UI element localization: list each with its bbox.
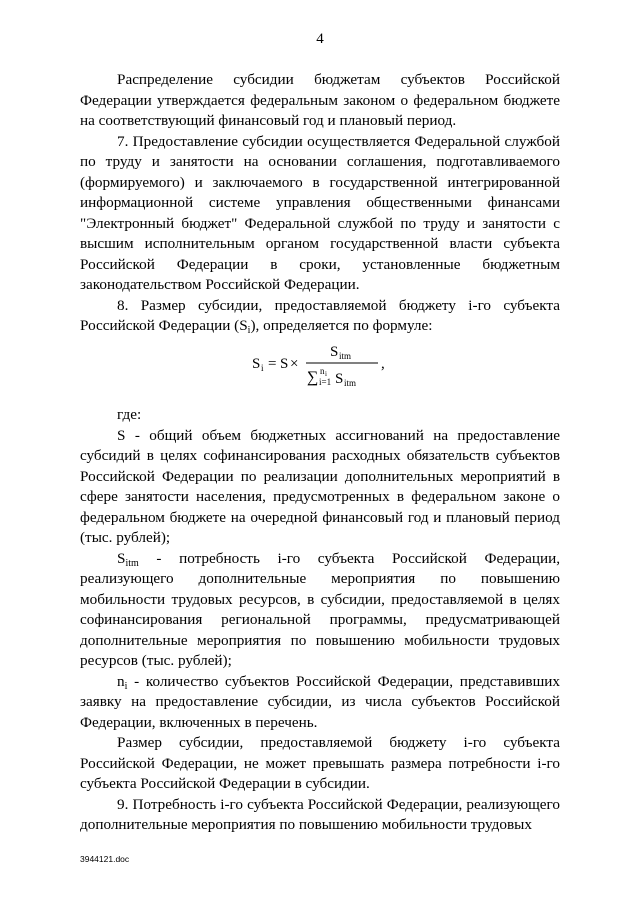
definition-sitm-var: S: [117, 549, 126, 567]
formula-sum-lower: i=1: [319, 377, 332, 387]
paragraph-8: [80, 296, 560, 337]
definition-sitm-text: - потребность i-го субъекта Российской Федерации, реализующего дополнительные мероприятия по повышению мобильности трудовых ресурсов, в субсидии, предоставляемой в целях софинансирования региональной программы, предусматривающей дополнительные мероприятия по повышению мобильности трудовых ресурсов (тыс. рублей);: [80, 549, 560, 669]
formula-s: S: [280, 356, 289, 372]
formula: [0, 338, 640, 388]
formula-sum-upper-sub: i: [325, 370, 327, 378]
formula-equals: =: [268, 356, 277, 372]
body-text-top: [80, 70, 560, 337]
where-label: где:: [117, 406, 142, 423]
paragraph-limit: Размер субсидии, предоставляемой бюджету i-го субъекта Российской Федерации, не может превышать размера потребности i-го субъекта Российской Федерации в субсидии.: [80, 734, 560, 792]
formula-times: ×: [290, 356, 299, 372]
formula-sum-upper: n: [320, 366, 325, 376]
paragraph-7: 7. Предоставление субсидии осуществляется Федеральной службой по труду и занятости на основании соглашения, подготавливаемого (формируемого) и заключаемого в государственной интегрированной информационной системе управления общественными финансами "Электронный бюджет" Федеральной службой по труду и занятости с высшим исполнительным органом государственной власти субъекта Российской Федерации в сроки, установленные бюджетным законодательством Российской Федерации.: [80, 132, 560, 293]
formula-denominator: S: [335, 371, 344, 387]
definition-s: S - общий объем бюджетных ассигнований на предоставление субсидий в целях софинансирования расходных обязательств субъектов Российской Федерации по реализации дополнительных мероприятий в сфере занятости населения, предусмотренных в федеральном законе о федеральном бюджете на очередной финансовый год и плановый период (тыс. рублей);: [80, 426, 560, 546]
definition-ni: [80, 672, 560, 734]
formula-denominator-sub: itm: [344, 378, 357, 388]
paragraph-8-before: 8. Размер субсидии, предоставляемой бюджету i-го субъекта Российской Федерации (S: [80, 296, 560, 334]
paragraph-8-sub: i: [247, 325, 251, 336]
definition-sitm-sub: itm: [125, 557, 139, 569]
paragraph-9: 9. Потребность i-го субъекта Российской Федерации, реализующего дополнительные мероприятия по повышению мобильности трудовых: [80, 795, 560, 833]
paragraph-distribution: Распределение субсидии бюджетам субъектов Российской Федерации утверждается федеральным законом о федеральном бюджете на соответствующий финансовый год и плановый период.: [80, 71, 560, 129]
footer-filename: 3944121.doc: [80, 854, 130, 864]
formula-comma: ,: [381, 356, 385, 372]
page-number: 4: [316, 31, 324, 47]
definition-ni-text: - количество субъектов Российской Федерации, представивших заявку на предоставление субсидии, из числа субъектов Российской Федерации, включенных в перечень.: [80, 672, 560, 731]
formula-numerator: S: [330, 344, 339, 360]
formula-sum: ∑: [307, 369, 319, 386]
body-text-bottom: [80, 405, 560, 836]
definition-ni-var: n: [117, 672, 125, 690]
formula-numerator-sub: itm: [339, 351, 352, 361]
formula-lhs-sub: i: [261, 363, 264, 373]
paragraph-8-after: ), определяется по формуле:: [250, 317, 433, 334]
formula-lhs: S: [252, 356, 261, 372]
definition-sitm: [80, 549, 560, 672]
definition-ni-sub: i: [124, 680, 128, 692]
